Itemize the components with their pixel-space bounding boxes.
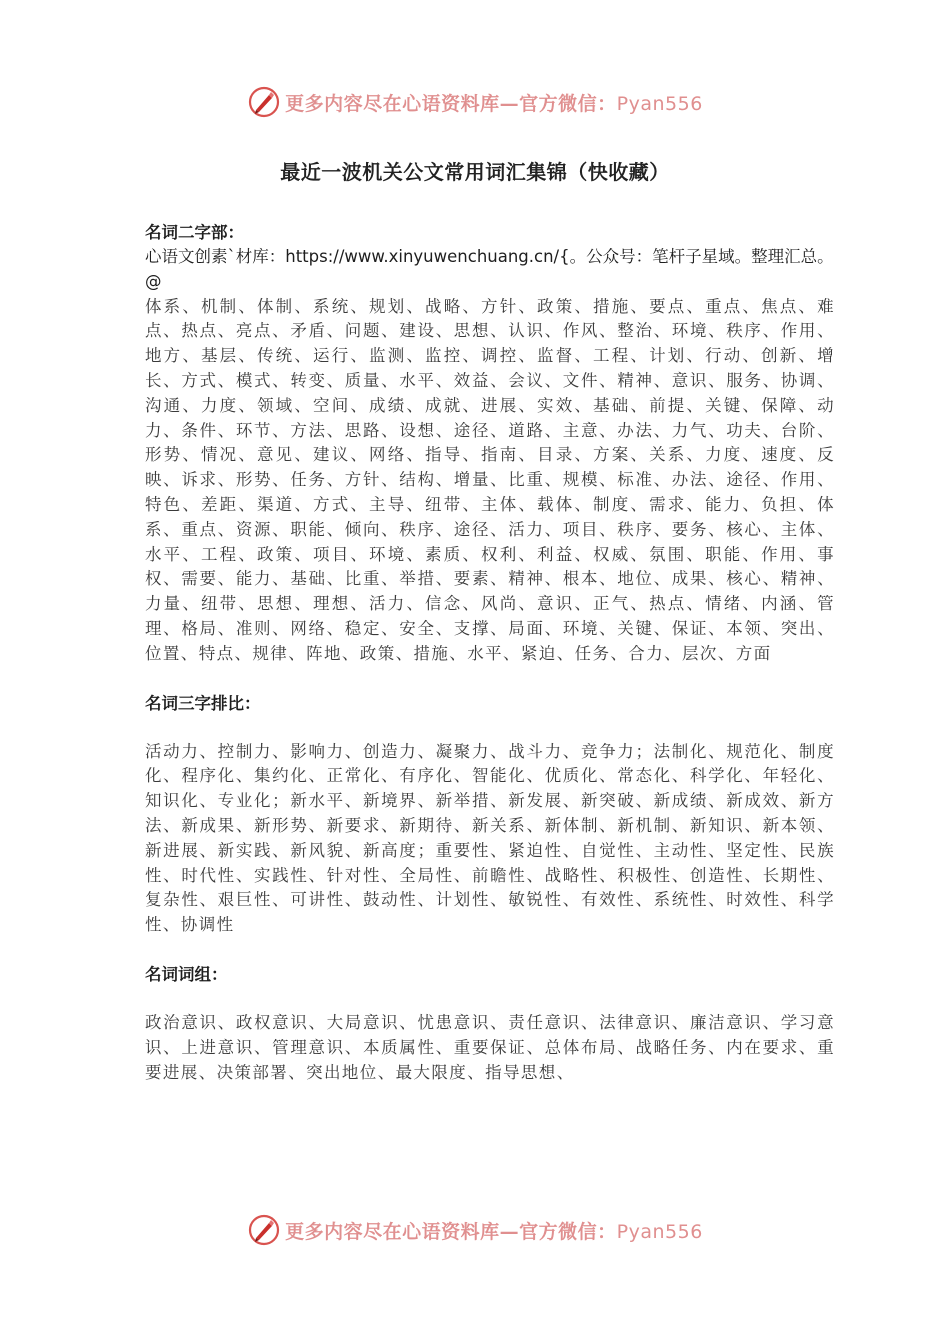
section-word-list: 体系、机制、体制、系统、规划、战略、方针、政策、措施、要点、重点、焦点、难点、热点、亮点、矛盾、问题、建设、思想、认识、作风、整治、环境、秩序、作用、地方、基层、传统、运行、监测、监控、调控、监督、工程、计划、行动、创新、增长、方式、模式、转变、质量、水平、效益、会议、文件、精神、意识、服务、协调、沟通、力度、领域、空间、成绩、成就、进展、实效、基础、前提、关键、保障、动力、条件、环节、方法、思路、设想、途径、道路、主意、办法、力气、功夫、台阶、形势、情况、意见、建议、网络、指导、指南、目录、方案、关系、力度、速度、反映、诉求、形势、任务、方针、结构、增量、比重、规模、标准、办法、途径、作用、特色、差距、渠道、方式、主导、纽带、主体、载体、制度、需求、能力、负担、体系、重点、资源、职能、倾向、秩序、途径、活力、项目、秩序、要务、核心、主体、水平、工程、政策、项目、环境、素质、权利、利益、权威、氛围、职能、作用、事权、需要、能力、基础、比重、举措、要素、精神、根本、地位、成果、核心、精神、力量、纽带、思想、理想、活力、信念、风尚、意识、正气、热点、情绪、内涵、管理、格局、准则、网络、稳定、安全、支撑、局面、环境、关键、保证、本领、突出、位置、特点、规律、阵地、政策、措施、水平、紧迫、任务、合力、层次、方面 — [145, 296, 835, 663]
footer-banner — [0, 1210, 950, 1250]
section-noun-three-char — [145, 691, 835, 938]
pen-logo-icon — [247, 1213, 281, 1247]
section-word-list: 政治意识、政权意识、大局意识、忧患意识、责任意识、法律意识、廉洁意识、学习意识、上进意识、管理意识、本质属性、重要保证、总体布局、战略任务、内在要求、重要进展、决策部署、突出地位、最大限度、指导思想、 — [145, 1012, 835, 1082]
section-noun-two-char — [145, 220, 835, 667]
header-banner — [0, 82, 950, 122]
document-body — [145, 220, 835, 1085]
banner-wechat-id: Pyan556 — [616, 1220, 703, 1243]
banner-message: 更多内容尽在心语资料库—官方微信： — [285, 1220, 617, 1243]
banner-message: 更多内容尽在心语资料库—官方微信： — [285, 92, 617, 115]
source-note: 心语文创素`材库：https://www.xinyuwenchuang.cn/{。公众号：笔杆子星域。整理汇总。@ — [145, 247, 834, 291]
banner-text — [285, 89, 703, 116]
section-heading: 名词三字排比： — [145, 693, 261, 713]
banner-wechat-id: Pyan556 — [616, 92, 703, 115]
banner-text — [285, 1217, 703, 1244]
pen-logo-icon — [247, 85, 281, 119]
document-title: 最近一波机关公文常用词汇集锦（快收藏） — [280, 160, 670, 184]
section-noun-phrases — [145, 962, 835, 1085]
section-heading: 名词二字部： — [145, 223, 244, 242]
section-word-list: 活动力、控制力、影响力、创造力、凝聚力、战斗力、竞争力；法制化、规范化、制度化、程序化、集约化、正常化、有序化、智能化、优质化、常态化、科学化、年轻化、知识化、专业化；新水平、新境界、新举措、新发展、新突破、新成绩、新成效、新方法、新成果、新形势、新要求、新期待、新关系、新体制、新机制、新知识、新本领、新进展、新实践、新风貌、新高度；重要性、紧迫性、自觉性、主动性、坚定性、民族性、时代性、实践性、针对性、全局性、前瞻性、战略性、积极性、创造性、长期性、复杂性、艰巨性、可讲性、鼓动性、计划性、敏锐性、有效性、系统性、时效性、科学性、协调性 — [145, 741, 835, 935]
section-heading: 名词词组： — [145, 964, 228, 984]
